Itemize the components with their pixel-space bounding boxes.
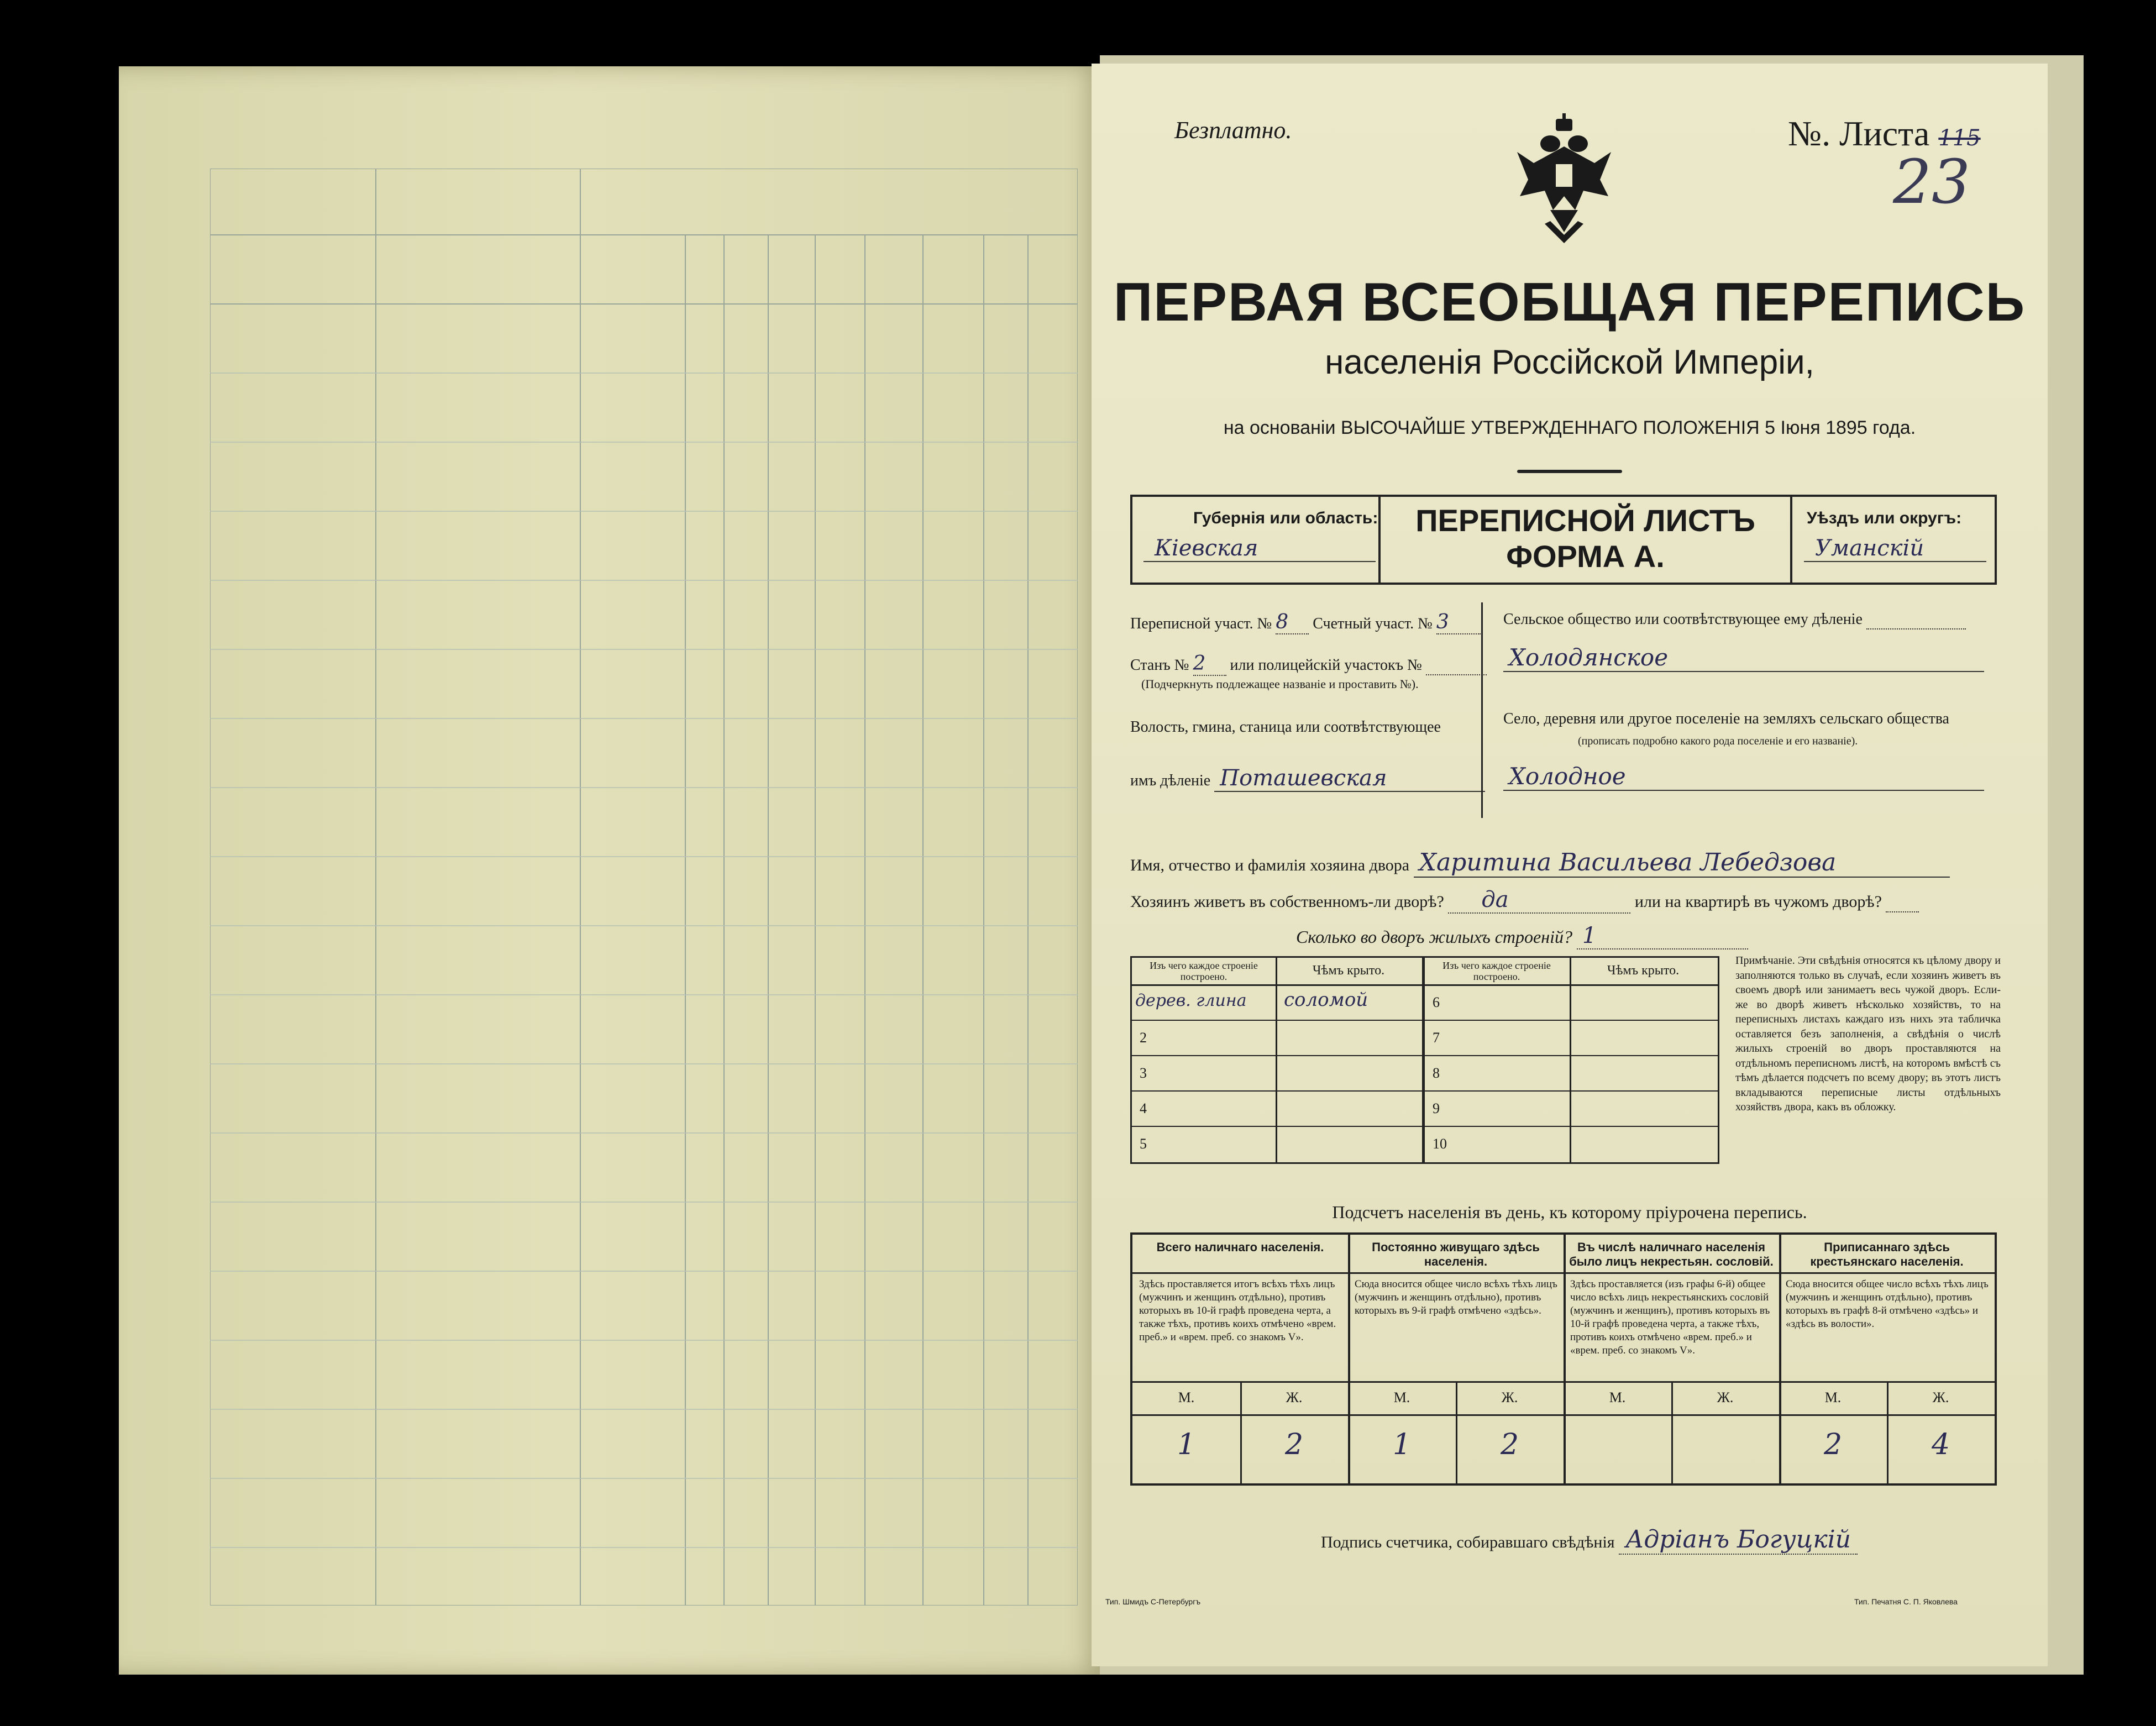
- count-col-total-header: Всего наличнаго населенія.: [1156, 1240, 1324, 1254]
- form-subtitle: ФОРМА А.: [1506, 539, 1665, 574]
- count-col-resident-m-label: М.: [1393, 1389, 1410, 1405]
- form-header-box: [1130, 495, 1997, 585]
- gubernia-label: Губернія или область:: [1193, 509, 1378, 527]
- table-row: [1425, 985, 1718, 1021]
- stan-label: Станъ №: [1130, 657, 1189, 674]
- table-row: [1132, 1127, 1422, 1161]
- row-number: 7: [1433, 1030, 1440, 1046]
- signature-row: [1321, 1525, 1858, 1555]
- count-total-female: 2: [1284, 1428, 1304, 1461]
- count-col-total-f-label: Ж.: [1286, 1389, 1303, 1405]
- row-number: 2: [1140, 1030, 1147, 1046]
- row-number: 10: [1433, 1136, 1447, 1152]
- left-page: [119, 66, 1105, 1675]
- buildings-table: [1130, 956, 1719, 1164]
- signature-value: Адріанъ Богуцкій: [1619, 1525, 1858, 1555]
- count-col-resident-header: Постоянно живущаго здѣсь населенія.: [1372, 1240, 1540, 1268]
- buildings-count-label: Сколько во дворъ жилыхъ строеній?: [1296, 927, 1572, 947]
- village-value: Холодное: [1503, 763, 1984, 791]
- schet-uch-value: 3: [1436, 611, 1481, 634]
- volost-label-2: имъ дѣленіе: [1130, 772, 1211, 789]
- census-form-page: [1092, 64, 2048, 1666]
- table-row: [1132, 1092, 1422, 1127]
- row-number: 9: [1433, 1100, 1440, 1116]
- buildings-rows-left: [1132, 985, 1422, 1162]
- buildings-col-material-header: Изъ чего каждое строеніе построено.: [1150, 960, 1258, 982]
- table-row: [1425, 1092, 1718, 1127]
- owner-name-row: [1130, 848, 1950, 878]
- uezd-value: Уманскій: [1804, 536, 1986, 562]
- gubernia-value: Кіевская: [1143, 536, 1376, 562]
- society-value: Холодянское: [1503, 644, 1984, 672]
- building-material: дерев. глина: [1135, 991, 1247, 1010]
- count-resident-female: 2: [1500, 1428, 1519, 1461]
- free-label: Безплатно.: [1174, 117, 1292, 144]
- stan-note: (Подчеркнуть подлежащее названіе и проставить №).: [1141, 677, 1419, 691]
- double-headed-eagle-emblem: [1512, 113, 1617, 246]
- perepis-participant-row: [1130, 611, 1481, 634]
- footer-printer-left: Тип. Шмидъ С-Петербургъ: [1105, 1597, 1201, 1606]
- census-basis: на основаніи ВЫСОЧАЙШЕ УТВЕРЖДЕННАГО ПОЛОЖЕНІЯ 5 Іюня 1895 года.: [1223, 417, 1916, 438]
- row-number: 4: [1140, 1100, 1147, 1116]
- field-divider: [1481, 602, 1483, 818]
- stan-row: [1130, 652, 1487, 676]
- count-total-male: 1: [1177, 1428, 1196, 1461]
- owner-apartment-label: или на квартирѣ въ чужомъ дворѣ?: [1634, 893, 1882, 911]
- buildings-col-roof-header-2: Чѣмъ крыто.: [1607, 963, 1680, 978]
- volost-label: Волость, гмина, станица или соотвѣтствующее: [1130, 718, 1441, 736]
- buildings-col-material-header-2: Изъ чего каждое строеніе построено.: [1442, 960, 1551, 982]
- count-col-resident-f-label: Ж.: [1501, 1389, 1518, 1405]
- row-number: 6: [1433, 994, 1440, 1010]
- census-title: ПЕРВАЯ ВСЕОБЩАЯ ПЕРЕПИСЬ: [1113, 271, 2026, 332]
- count-col-nonpeasant-f-label: Ж.: [1717, 1389, 1734, 1405]
- count-col-nonpeasant-desc: Здѣсь проставляется (изъ графы 6-й) общее число всѣхъ лицъ некрестьянскихъ сословій (мужчинъ и женщинъ), противъ которыхъ въ 10-й графѣ проведена черта, а также тѣхъ, противъ коихъ отмѣчено «врем. преб.» и «врем. преб. со знакомъ V».: [1570, 1278, 1770, 1356]
- row-number: 3: [1140, 1065, 1147, 1081]
- row-number: 5: [1140, 1136, 1147, 1152]
- building-roof: соломой: [1284, 989, 1368, 1011]
- table-row: [1425, 1127, 1718, 1161]
- owner-lives-value: да: [1448, 887, 1630, 914]
- count-col-total-m-label: М.: [1178, 1389, 1195, 1405]
- village-label: Село, деревня или другое поселеніе на земляхъ сельскаго общества: [1503, 710, 1949, 727]
- buildings-col-roof-header: Чѣмъ крыто.: [1312, 963, 1385, 978]
- owner-name-value: Харитина Васильева Лебедзова: [1414, 848, 1950, 878]
- count-resident-male: 1: [1392, 1428, 1412, 1461]
- volost-value: Поташевская: [1214, 765, 1485, 792]
- volost-row: [1130, 765, 1485, 792]
- society-label: Сельское общество или соотвѣтствующее ему дѣленіе: [1503, 611, 1863, 628]
- count-col-total-desc: Здѣсь проставляется итогъ всѣхъ тѣхъ лицъ (мужчинъ и женщинъ отдѣльно), противъ которыхъ въ 10-й графѣ проведена черта, а также тѣхъ, противъ коихъ отмѣчено «врем. преб.» и «врем. преб. со знакомъ V».: [1139, 1278, 1336, 1343]
- buildings-count-value: 1: [1577, 923, 1748, 949]
- count-col-nonpeasant-m-label: М.: [1609, 1389, 1626, 1405]
- ornament-divider: [1517, 470, 1622, 473]
- row-number: 8: [1433, 1065, 1440, 1081]
- count-col-resident-desc: Сюда вносится общее число всѣхъ тѣхъ лицъ (мужчинъ и женщинъ отдѣльно), противъ которыхъ въ 9-й графѣ отмѣчено «здѣсь».: [1355, 1278, 1557, 1316]
- left-page-grid: [210, 169, 1078, 1606]
- count-registered-female: 4: [1931, 1428, 1950, 1461]
- sheet-number-label: №. Листа: [1788, 114, 1930, 153]
- footer-printer-right: Тип. Печатня С. П. Яковлева: [1854, 1597, 1958, 1606]
- table-row: [1425, 1056, 1718, 1092]
- table-row: [1132, 1021, 1422, 1056]
- owner-lives-label: Хозяинъ живетъ въ собственномъ-ли дворѣ?: [1130, 893, 1444, 911]
- signature-label: Подпись счетчика, собиравшаго свѣдѣнія: [1321, 1533, 1615, 1551]
- count-col-nonpeasant-header: Въ числѣ наличнаго населенія было лицъ некрестьян. сословій.: [1569, 1240, 1774, 1268]
- village-note: (прописать подробно какого рода поселеніе и его названіе).: [1578, 735, 1858, 747]
- count-col-registered-header: Приписаннаго здѣсь крестьянскаго населенія.: [1810, 1240, 1964, 1268]
- sheet-number-handwritten: 23: [1893, 146, 1970, 217]
- table-row: [1132, 1056, 1422, 1092]
- count-col-registered-f-label: Ж.: [1932, 1389, 1949, 1405]
- table-row: [1132, 985, 1422, 1021]
- uezd-label: Уѣздъ или округъ:: [1807, 509, 1962, 527]
- stan-value: 2: [1193, 652, 1226, 676]
- perepis-uch-value: 8: [1276, 611, 1309, 634]
- owner-name-label: Имя, отчество и фамилія хозяина двора: [1130, 856, 1410, 874]
- count-registered-male: 2: [1823, 1428, 1843, 1461]
- sheet-number-struck: 115: [1938, 125, 1981, 151]
- buildings-rows-right: [1425, 985, 1718, 1162]
- count-title: Подсчетъ населенія въ день, къ которому пріурочена перепись.: [1332, 1202, 1807, 1222]
- note-text: Примѣчаніе. Эти свѣдѣнія относятся къ цѣлому двору и заполняются только въ случаѣ, если хозяинъ живетъ въ своемъ дворѣ или занимаетъ весь чужой дворъ. Если-же во дворѣ живетъ нѣсколько хозяйствъ, то на переписныхъ листахъ каждаго изъ нихъ эта табличка оставляется безъ заполненія, а свѣдѣнія о числѣ жилыхъ строеній во дворъ проставляются на отдѣльномъ переписномъ листѣ, на которомъ вмѣстѣ съ тѣмъ дѣлается подсчетъ по всему двору; въ этотъ листъ вкладываются переписные листы отдѣльныхъ хозяйствъ двора, какъ въ обложку.: [1735, 954, 2001, 1113]
- census-subtitle: населенія Россійской Имперіи,: [1325, 343, 1814, 381]
- table-row: [1425, 1021, 1718, 1056]
- owner-lives-row: [1130, 887, 1919, 914]
- count-col-registered-m-label: М.: [1824, 1389, 1842, 1405]
- buildings-count-row: [1296, 923, 1748, 949]
- perepis-uch-label: Переписной участ. №: [1130, 615, 1272, 632]
- count-col-registered-desc: Сюда вносится общее число всѣхъ тѣхъ лицъ (мужчинъ и женщинъ отдѣльно), противъ которыхъ въ графѣ 8-й отмѣчено «здѣсь» и «здѣсь въ волости».: [1786, 1278, 1989, 1330]
- schet-uch-label: Счетный участ. №: [1313, 615, 1433, 632]
- form-title: ПЕРЕПИСНОЙ ЛИСТЪ: [1415, 503, 1755, 538]
- society-row: [1503, 611, 1966, 629]
- count-table: [1130, 1232, 1997, 1486]
- police-label: или полицейскій участокъ №: [1230, 657, 1422, 674]
